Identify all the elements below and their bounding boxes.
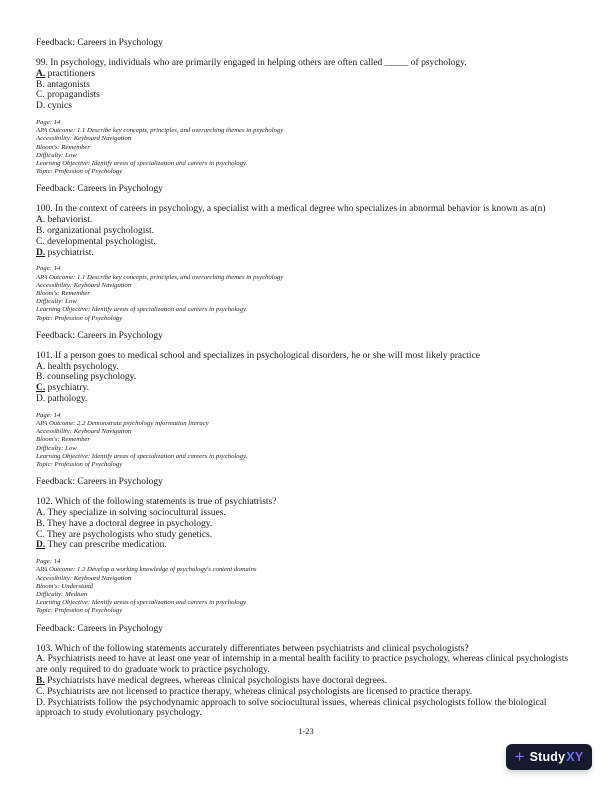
question-stem: Which of the following statements accurately differentiates between psychiatrists and clinical psychologists? — [54, 643, 469, 654]
question-block — [36, 644, 576, 720]
question-stem: Which of the following statements is true of psychiatrists? — [54, 497, 277, 508]
question-stem: In the context of careers in psychology, a specialist with a medical degree who specializes in abnormal behavior is known as a(n) — [55, 204, 546, 215]
answer-option — [36, 69, 576, 80]
question-number: 100. — [36, 204, 53, 215]
question-block — [36, 204, 576, 258]
question-text — [36, 644, 576, 655]
question-text — [36, 351, 576, 362]
question-stem: If a person goes to medical school and specializes in psychological disorders, he or she will most likely practice — [55, 350, 481, 361]
answer-option — [36, 101, 576, 112]
answer-option — [36, 237, 576, 248]
answer-option — [36, 362, 576, 373]
meta-line: Accessibility: Keyboard Navigation — [36, 574, 132, 582]
answer-option — [36, 226, 576, 237]
option-text: practitioners — [47, 68, 96, 79]
answer-option — [36, 676, 576, 687]
option-text: Psychiatrists have medical degrees, whereas clinical psychologists have doctoral degrees. — [47, 676, 388, 687]
meta-line: Difficulty: Low — [36, 444, 77, 452]
answer-option — [36, 519, 576, 530]
question-number: 99. — [36, 58, 48, 68]
meta-block — [36, 265, 576, 322]
question-block — [36, 351, 576, 405]
meta-line: APA Outcome: 2.2 Demonstrate psychology information literacy — [36, 420, 209, 427]
meta-line: Bloom's: Remember — [36, 290, 90, 297]
answer-option — [36, 372, 576, 383]
meta-line: Accessibility: Keyboard Navigation — [36, 281, 132, 289]
option-text: health psychology. — [47, 361, 119, 372]
answer-option — [36, 394, 576, 405]
question-number: 102. — [36, 497, 53, 508]
meta-line: Page: 14 — [36, 118, 61, 126]
option-text: antagonists — [47, 79, 90, 90]
answer-option — [36, 530, 576, 541]
meta-line: Difficulty: Low — [36, 298, 77, 306]
question-stem: In psychology, individuals who are primarily engaged in helping others are often called _____ of psychology. — [50, 58, 467, 68]
option-letter: A. — [36, 68, 46, 79]
page-number: 1-23 — [298, 726, 314, 737]
option-text: They have a doctoral degree in psychology. — [46, 518, 213, 529]
option-letter: B. — [36, 518, 45, 529]
feedback-line: Feedback: Careers in Psychology — [36, 477, 163, 488]
meta-line: Topic: Profession of Psychology — [36, 168, 123, 176]
logo-xy-text: XY — [566, 750, 584, 764]
option-text: pathology. — [47, 394, 88, 404]
question-block — [36, 58, 576, 112]
answer-option — [36, 698, 576, 720]
option-text: They specialize in solving sociocultural issues. — [47, 508, 226, 519]
answer-option — [36, 508, 576, 519]
option-letter: D. — [36, 247, 46, 258]
meta-line: Difficulty: Low — [36, 151, 77, 159]
option-text: They are psychologists who study genetics. — [46, 529, 213, 540]
answer-option — [36, 90, 576, 101]
meta-line: Bloom's: Understand — [36, 582, 93, 590]
option-letter: B. — [36, 676, 45, 687]
meta-line: Learning Objective: Identify areas of specialization and careers in psychology. — [36, 160, 248, 167]
option-text: counseling psychology. — [47, 372, 137, 383]
feedback-line: Feedback: Careers in Psychology — [36, 184, 163, 195]
question-text — [36, 497, 576, 508]
option-text: psychiatrist. — [47, 247, 94, 258]
meta-line: Accessibility: Keyboard Navigation — [36, 135, 132, 143]
meta-line: Bloom's: Remember — [36, 436, 90, 444]
option-text: They can prescribe medication. — [47, 540, 167, 551]
question-block — [36, 497, 576, 551]
meta-line: Page: 14 — [36, 411, 61, 419]
option-letter: D. — [36, 697, 46, 708]
meta-line: Learning Objective: Identify areas of specialization and careers in psychology. — [36, 452, 248, 460]
option-text: propagandists — [47, 90, 100, 101]
meta-line: Topic: Profession of Psychology — [36, 314, 123, 322]
option-text: Psychiatrists are not licensed to practice therapy, whereas clinical psychologists are licensed to practice therapy. — [47, 686, 473, 697]
question-number: 103. — [36, 643, 53, 654]
option-letter: B. — [36, 79, 45, 90]
meta-line: Bloom's: Remember — [36, 143, 90, 151]
answer-option — [36, 654, 576, 676]
option-text: developmental psychologist. — [47, 236, 156, 247]
option-letter: B. — [36, 372, 45, 383]
meta-line: Learning Objective: Identify areas of specialization and careers in psychology. — [36, 306, 248, 314]
feedback-line: Feedback: Careers in Psychology — [36, 623, 163, 634]
meta-block — [36, 558, 576, 615]
option-text: Psychiatrists need to have at least one year of internship in a mental health facility to practice psychology, whereas clinical psychologists are only required to do graduate work to practice psychology. — [36, 654, 569, 676]
option-letter: C. — [36, 686, 45, 697]
option-letter: D. — [36, 101, 46, 112]
plus-icon: + — [514, 746, 525, 766]
meta-line: APA Outcome: 1.1 Describe key concepts, principles, and overarching themes in psychology — [36, 273, 284, 281]
question-number: 101. — [36, 350, 53, 361]
meta-line: Difficulty: Medium — [36, 591, 88, 599]
option-letter: C. — [36, 236, 45, 247]
meta-line: Topic: Profession of Psychology — [36, 461, 123, 469]
option-text: organizational psychologist. — [47, 226, 155, 236]
meta-line: Learning Objective: Identify areas of specialization and careers in psychology. — [36, 599, 248, 607]
answer-option — [36, 540, 576, 551]
option-text: psychiatry. — [47, 383, 89, 394]
option-letter: A. — [36, 654, 46, 665]
meta-line: Page: 14 — [36, 558, 61, 566]
answer-option — [36, 383, 576, 394]
meta-block — [36, 119, 576, 176]
option-letter: A. — [36, 215, 46, 226]
option-letter: D. — [36, 394, 46, 404]
option-letter: D. — [36, 540, 46, 551]
meta-block — [36, 412, 576, 469]
feedback-line: Feedback: Careers in Psychology — [36, 330, 163, 341]
logo-study-text: Study — [529, 750, 566, 764]
option-text: cynics — [47, 101, 72, 112]
question-text — [36, 58, 576, 69]
meta-line: APA Outcome: 1.2 Develop a working knowledge of psychology's content domains — [36, 566, 257, 574]
feedback-line: Feedback: Careers in Psychology — [36, 38, 163, 48]
meta-line: APA Outcome: 1.1 Describe key concepts, principles, and overarching themes in psychology — [36, 127, 284, 135]
answer-option — [36, 80, 576, 91]
answer-option — [36, 215, 576, 226]
option-text: Psychiatrists follow the psychodynamic approach to solve sociocultural issues, whereas clinical psychologists follow the biological approach to study evolutionary psychology. — [36, 697, 547, 719]
studyxy-logo — [506, 744, 592, 770]
meta-line: Page: 14 — [36, 265, 61, 273]
answer-option — [36, 248, 576, 259]
meta-line: Topic: Profession of Psychology — [36, 607, 123, 615]
answer-option — [36, 687, 576, 698]
option-letter: A. — [36, 361, 46, 372]
option-letter: C. — [36, 529, 45, 540]
meta-line: Accessibility: Keyboard Navigation — [36, 428, 132, 436]
option-letter: A. — [36, 508, 46, 519]
option-letter: C. — [36, 90, 45, 101]
option-letter: B. — [36, 226, 45, 236]
option-letter: C. — [36, 383, 46, 394]
question-text — [36, 204, 576, 215]
option-text: behaviorist. — [47, 215, 93, 226]
